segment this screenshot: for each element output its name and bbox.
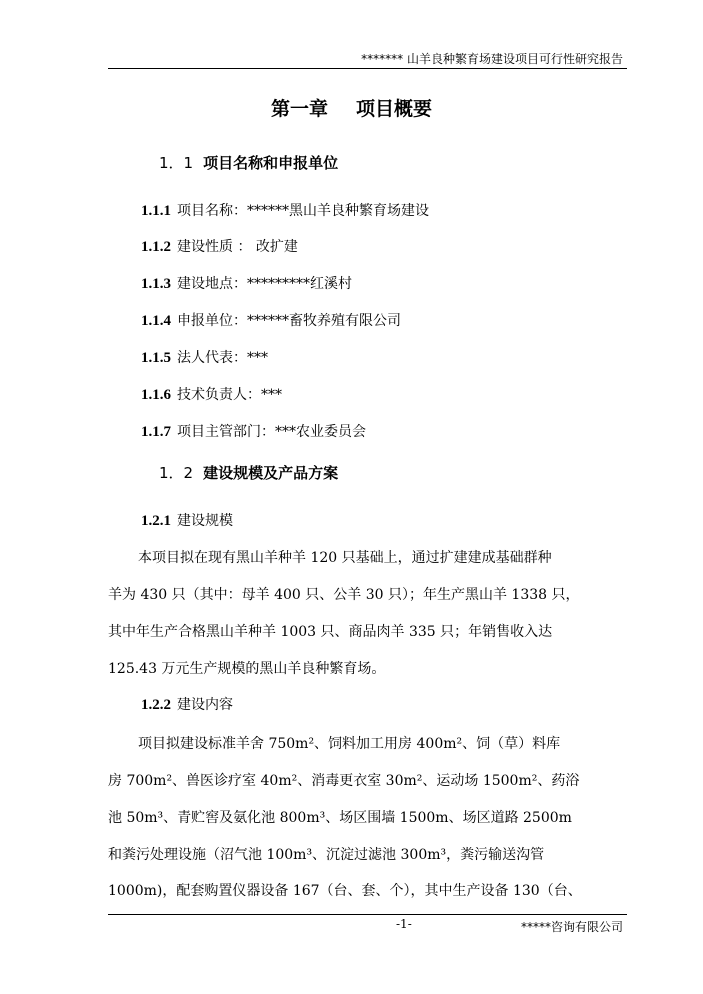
running-header: ******* 山羊良种繁育场建设项目可行性研究报告 bbox=[361, 52, 623, 66]
paragraph-line: 池 50m³、青贮窖及氨化池 800m³、场区围墙 1500m、场区道路 2500m bbox=[108, 810, 572, 826]
paragraph-line: 项目拟建设标准羊舍 750m²、饲料加工用房 400m²、饲（草）料库 bbox=[138, 736, 561, 752]
item-number: 1.1.1 bbox=[141, 203, 171, 219]
item-legal-rep bbox=[141, 347, 268, 367]
footer-rule bbox=[108, 914, 627, 915]
chapter-label: 第一章 bbox=[270, 98, 328, 120]
item-number: 1.2.1 bbox=[141, 513, 171, 529]
item-text: 技术负责人：*** bbox=[177, 387, 282, 403]
item-authority bbox=[141, 421, 366, 441]
paragraph-line: 本项目拟在现有黑山羊种羊 120 只基础上，通过扩建建成基础群种 bbox=[138, 550, 552, 566]
item-text: 建设规模 bbox=[177, 513, 233, 529]
item-text: 建设性质 ： 改扩建 bbox=[177, 239, 298, 255]
item-text: 法人代表：*** bbox=[177, 350, 268, 366]
item-number: 1.1.6 bbox=[141, 387, 171, 403]
section-heading bbox=[159, 152, 338, 173]
item-number: 1.1.4 bbox=[141, 313, 171, 329]
paragraph-line: 房 700m²、兽医诊疗室 40m²、消毒更衣室 30m²、运动场 1500m²、药浴 bbox=[108, 773, 580, 789]
item-project-name bbox=[141, 200, 429, 220]
item-number: 1.1.7 bbox=[141, 424, 171, 440]
item-tech-lead bbox=[141, 384, 282, 404]
header-rule bbox=[108, 68, 627, 69]
section-heading bbox=[159, 462, 338, 483]
item-text: 项目主管部门：***农业委员会 bbox=[177, 424, 366, 440]
item-number: 1.1.5 bbox=[141, 350, 171, 366]
paragraph-line: 和粪污处理设施（沼气池 100m³、沉淀过滤池 300m³，粪污输送沟管 bbox=[108, 847, 545, 863]
footer-company: *****咨询有限公司 bbox=[520, 920, 623, 934]
paragraph-line: 其中年生产合格黑山羊种羊 1003 只、商品肉羊 335 只；年销售收入达 bbox=[108, 624, 553, 640]
section-number: 1．2 bbox=[159, 464, 194, 482]
item-content bbox=[141, 694, 233, 714]
chapter-title: 项目概要 bbox=[356, 98, 433, 120]
page-number: -1- bbox=[396, 917, 412, 931]
paragraph-line: 1000m)，配套购置仪器设备 167（台、套、个），其中生产设备 130（台、 bbox=[108, 883, 582, 899]
item-location bbox=[141, 273, 352, 293]
paragraph-line: 125.43 万元生产规模的黑山羊良种繁育场。 bbox=[108, 661, 386, 677]
section-title: 项目名称和申报单位 bbox=[203, 154, 339, 172]
item-scale bbox=[141, 510, 233, 530]
item-number: 1.1.3 bbox=[141, 276, 171, 292]
section-number: 1．1 bbox=[159, 154, 194, 172]
item-construction-nature bbox=[141, 236, 298, 256]
item-text: 建设地点：*********红溪村 bbox=[177, 276, 352, 292]
section-title: 建设规模及产品方案 bbox=[203, 464, 339, 482]
item-text: 建设内容 bbox=[177, 697, 233, 713]
chapter-heading bbox=[0, 94, 703, 121]
item-applicant bbox=[141, 310, 401, 330]
item-number: 1.2.2 bbox=[141, 697, 171, 713]
item-number: 1.1.2 bbox=[141, 239, 171, 255]
item-text: 项目名称：******黑山羊良种繁育场建设 bbox=[177, 203, 429, 219]
paragraph-line: 羊为 430 只（其中：母羊 400 只、公羊 30 只）；年生产黑山羊 1338 只， bbox=[108, 587, 580, 603]
item-text: 申报单位：******畜牧养殖有限公司 bbox=[177, 313, 401, 329]
